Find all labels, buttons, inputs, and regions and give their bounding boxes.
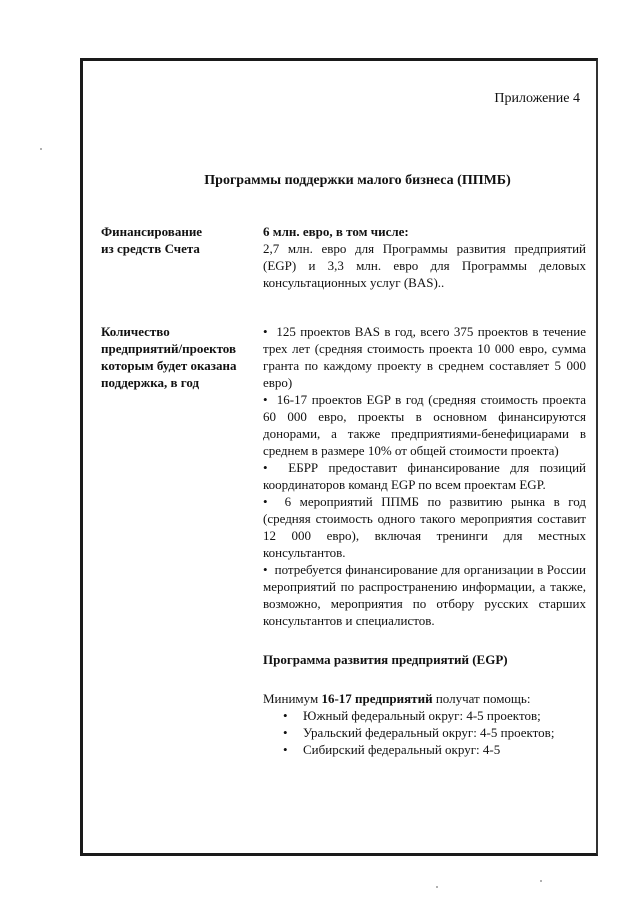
enterprises-label: Количество предприятий/проектов которым будет оказана поддержка, в год [101,324,237,390]
bullet-icon: • [263,460,289,475]
bullet-icon: • [263,494,285,509]
list-item: • 125 проектов BAS в год, всего 375 проектов в течение трех лет (средняя стоимость проекта 10 000 евро, сумма гранта по каждому проекту в среднем составляет 5 000 евро) [263,324,586,390]
financing-content [263,223,586,291]
document-frame [80,58,598,856]
page-title: Программы поддержки малого бизнеса (ППМБ) [204,173,511,188]
list-item: • ЕБРР предоставит финансирование для позиций координаторов команд EGP по всем проектам EGP. [263,460,586,492]
bullet-icon: • [283,742,288,757]
enterprises-content [263,323,586,758]
financing-label: Финансирование из средств Счета [101,224,203,256]
financing-text: 2,7 млн. евро для Программы развития предприятий (EGP) и 3,3 млн. евро для Программы деловых консультационных услуг (BAS).. [263,241,586,290]
annex-label: Приложение 4 [494,91,580,106]
list-item: • 16-17 проектов EGP в год (средняя стоимость проекта 60 000 евро, проекты в основном финансируются донорами, а также предприятиями-бенефициарами в среднем в размере 10% от общей стоимости проекта) [263,392,586,458]
egp-title: Программа развития предприятий (EGP) [263,652,508,667]
list-item: • 6 мероприятий ППМБ по развитию рынка в год (средняя стоимость одного такого мероприятия составит 12 000 евро), включая тренинги для местных консультантов. [263,494,586,560]
scan-speck [540,880,542,882]
bullet-icon: • [263,324,277,339]
list-item: • Уральский федеральный округ: 4-5 проектов; [283,725,555,740]
scan-speck [40,148,42,150]
list-item: • Сибирский федеральный округ: 4-5 [283,742,501,757]
financing-headline: 6 млн. евро, в том числе: [263,224,409,239]
scan-speck [436,886,438,888]
list-item: • Южный федеральный округ: 4-5 проектов; [283,708,541,723]
regions-list [263,707,586,758]
bullet-icon: • [263,562,275,577]
bullet-icon: • [283,725,288,740]
bullet-icon: • [263,392,277,407]
list-item: • потребуется финансирование для организации в России мероприятий по распространению информации, а также, возможно, мероприятия по отбору русских старших консультантов и специалистов. [263,562,586,628]
egp-intro: Минимум 16-17 предприятий получат помощь: [263,691,531,706]
bullet-icon: • [283,708,288,723]
